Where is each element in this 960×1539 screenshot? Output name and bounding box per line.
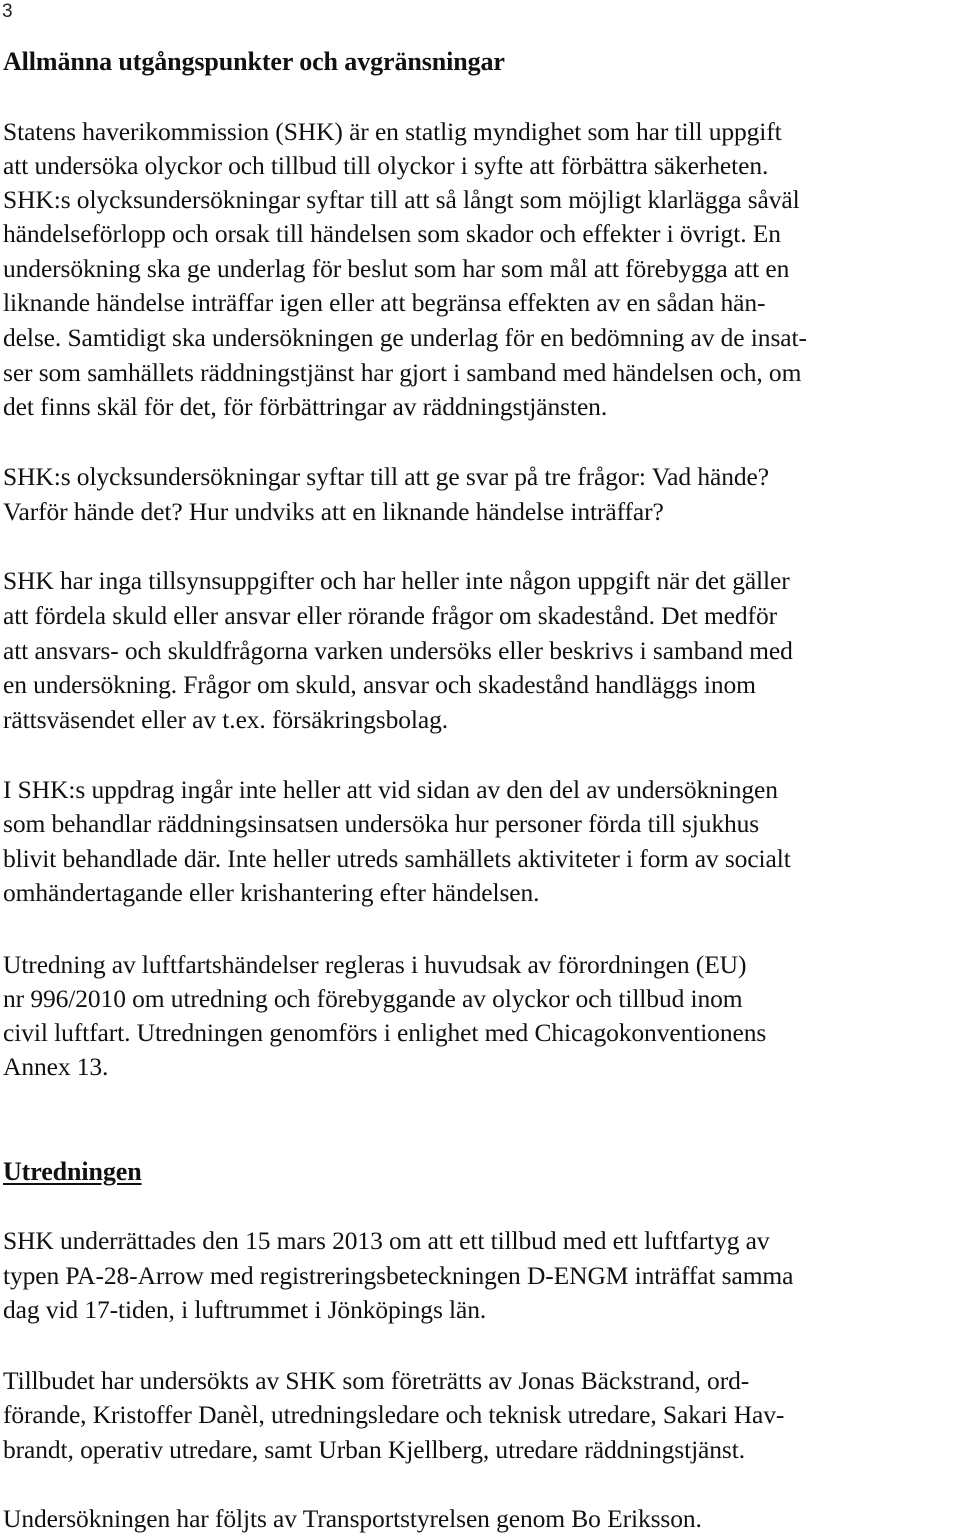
paragraph-line: dag vid 17-tiden, i luftrummet i Jönköpings län. <box>3 1295 487 1324</box>
paragraph-line: Statens haverikommission (SHK) är en statlig myndighet som har till uppgift <box>3 117 782 146</box>
paragraph-line: delse. Samtidigt ska undersökningen ge underlag för en bedömning av de insat- <box>3 323 807 352</box>
paragraph-line: Undersökningen har följts av Transportstyrelsen genom Bo Eriksson. <box>3 1504 702 1533</box>
paragraph-line: blivit behandlade där. Inte heller utreds samhällets aktiviteter i form av socialt <box>3 844 791 873</box>
paragraph-line: I SHK:s uppdrag ingår inte heller att vid sidan av den del av undersökningen <box>3 775 778 804</box>
page-number: 3 <box>2 1 13 22</box>
paragraph-line: det finns skäl för det, för förbättringar av räddningstjänsten. <box>3 392 608 421</box>
paragraph-line: Annex 13. <box>3 1052 109 1081</box>
paragraph-line: SHK har inga tillsynsuppgifter och har heller inte någon uppgift när det gäller <box>3 566 790 595</box>
paragraph-line: att ansvars- och skuldfrågorna varken undersöks eller beskrivs i samband med <box>3 636 793 665</box>
paragraph-line: SHK:s olycksundersökningar syftar till att så långt som möjligt klarlägga såväl <box>3 185 800 214</box>
paragraph-line: civil luftfart. Utredningen genomförs i enlighet med Chicagokonventionens <box>3 1018 767 1047</box>
paragraph-line: som behandlar räddningsinsatsen undersöka hur personer förda till sjukhus <box>3 809 760 838</box>
paragraph-line: SHK underrättades den 15 mars 2013 om att ett tillbud med ett luftfartyg av <box>3 1226 770 1255</box>
paragraph-line: en undersökning. Frågor om skuld, ansvar och skadestånd handläggs inom <box>3 670 756 699</box>
paragraph-line: liknande händelse inträffar igen eller att begränsa effekten av en sådan hän- <box>3 288 766 317</box>
paragraph-line: undersökning ska ge underlag för beslut som har som mål att förebygga att en <box>3 254 790 283</box>
paragraph-line: förande, Kristoffer Danèl, utredningsledare och teknisk utredare, Sakari Hav- <box>3 1400 785 1429</box>
paragraph-line: att fördela skuld eller ansvar eller rörande frågor om skadestånd. Det medför <box>3 601 777 630</box>
paragraph-line: Varför hände det? Hur undviks att en liknande händelse inträffar? <box>3 497 664 526</box>
section-heading-allmanna: Allmänna utgångspunkter och avgränsningar <box>3 47 505 76</box>
paragraph-line: ser som samhällets räddningstjänst har gjort i samband med händelsen och, om <box>3 358 802 387</box>
paragraph-line: SHK:s olycksundersökningar syftar till att ge svar på tre frågor: Vad hände? <box>3 462 769 491</box>
paragraph-line: brandt, operativ utredare, samt Urban Kjellberg, utredare räddningstjänst. <box>3 1435 745 1464</box>
section-heading-utredningen: Utredningen <box>3 1157 142 1186</box>
paragraph-line: Utredning av luftfartshändelser regleras i huvudsak av förordningen (EU) <box>3 950 747 979</box>
paragraph-line: rättsväsendet eller av t.ex. försäkringsbolag. <box>3 705 449 734</box>
paragraph-line: typen PA-28-Arrow med registreringsbeteckningen D-ENGM inträffat samma <box>3 1261 794 1290</box>
paragraph-line: att undersöka olyckor och tillbud till olyckor i syfte att förbättra säkerheten. <box>3 151 769 180</box>
paragraph-line: nr 996/2010 om utredning och förebyggande av olyckor och tillbud inom <box>3 984 743 1013</box>
paragraph-line: omhändertagande eller krishantering efter händelsen. <box>3 878 540 907</box>
paragraph-line: händelseförlopp och orsak till händelsen som skador och effekter i övrigt. En <box>3 219 781 248</box>
paragraph-line: Tillbudet har undersökts av SHK som företrätts av Jonas Bäckstrand, ord- <box>3 1366 750 1395</box>
